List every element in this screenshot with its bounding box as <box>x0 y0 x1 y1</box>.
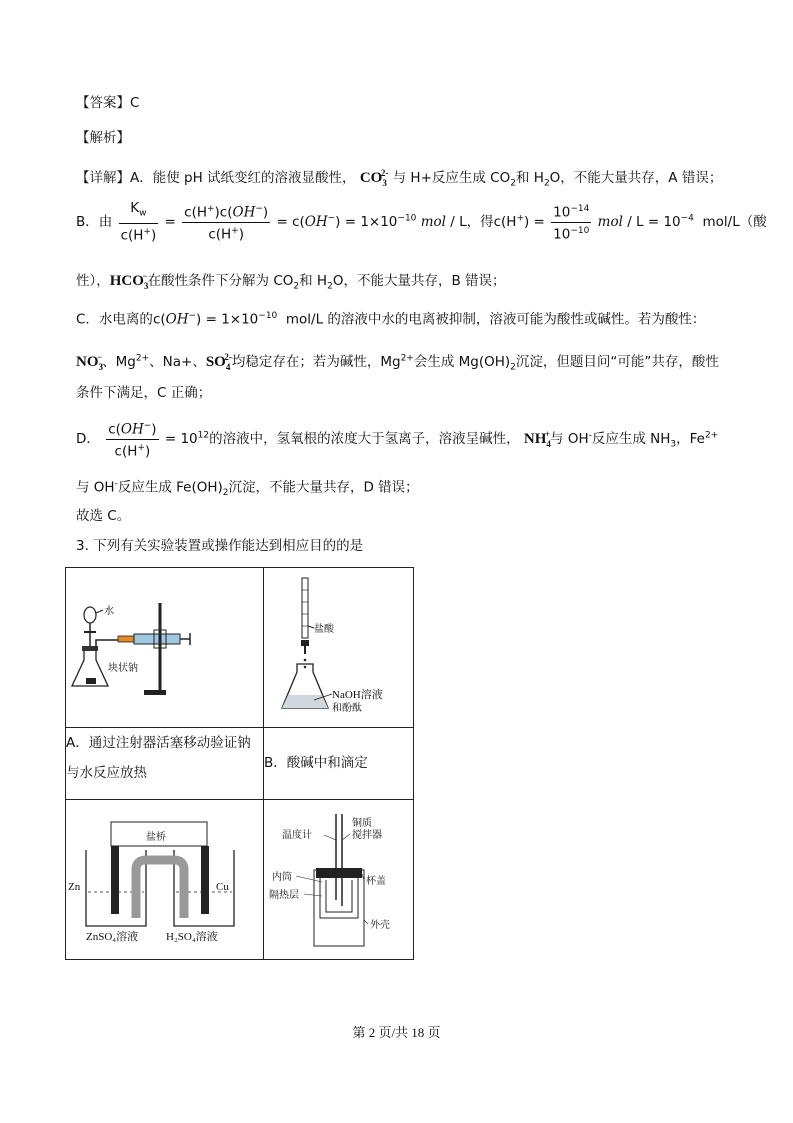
base-label: NaOH溶液 <box>332 689 383 701</box>
bridge-label: 盐桥 <box>146 832 166 843</box>
galvanic-cell-apparatus <box>66 800 263 955</box>
analysis-label: 【解析】 <box>76 130 130 146</box>
sulfate-ion: $SO_4^{2-}$ <box>205 352 232 372</box>
lid-label: 杯盖 <box>366 876 386 887</box>
detail-d-l2b: 反应生成 Fe(OH) <box>117 479 223 496</box>
detail-c-prefix: C．水电离的 <box>76 311 153 328</box>
detail-a-text2: 与 H+反应生成 CO <box>392 170 511 186</box>
zn-label: Zn <box>68 881 81 893</box>
page-footer: 第 2 页/共 18 页 <box>352 1025 441 1040</box>
detail-c-l2e: 沉淀，但题目问“可能”共存，酸性 <box>515 354 719 370</box>
sodium-water-apparatus <box>66 568 263 723</box>
figure-c-cell <box>66 800 264 960</box>
detail-d-l2c: 沉淀，不能大量共存，D 错误； <box>228 479 419 496</box>
nitrate-ion: $NO_3^-$ <box>76 352 103 372</box>
detail-b-prefix: B．由 <box>76 214 113 231</box>
detail-b-l2b: 在酸性条件下分解为 CO <box>147 273 294 289</box>
figure-d-cell <box>264 800 414 960</box>
stir1-label: 铜质 <box>352 818 372 829</box>
figure-a-cell <box>66 568 264 728</box>
detail-label: 【详解】 <box>76 170 130 186</box>
detail-b-mid: ，得 <box>466 214 494 231</box>
detail-b-unit: mol/L（酸 <box>702 214 767 231</box>
answer-value: C <box>130 95 140 111</box>
titration-apparatus <box>264 568 413 723</box>
detail-d-text1: 的溶液中，氢氧根的浓度大于氢离子，溶液呈碱性， <box>209 431 520 447</box>
detail-c-line2: $NO_3^-$、$Mg^{2+}$、Na+、$SO_4^{2-}$均稳定存在；若为碱性，$Mg^{2+}$会生成 $Mg(OH)_2$沉淀，但题目问“可能”共存，酸性 <box>76 352 719 373</box>
detail-b-l2c: 和 H <box>299 273 328 289</box>
detail-b-l2d: O，不能大量共存，B 错误； <box>332 273 506 289</box>
detail-d-text2: 与 OH <box>550 431 589 447</box>
indicator-label: 和酚酞 <box>332 703 362 714</box>
detail-c-l2a: 、Mg <box>102 354 136 370</box>
acid-label: 盐酸 <box>314 624 334 635</box>
ammonium-ion: $NH_4^+$ <box>523 429 551 449</box>
detail-d-line2: 与 OH-反应生成 $Fe(OH)_2$沉淀，不能大量共存，D 错误； <box>76 479 419 499</box>
question-stem: 3. 下列有关实验装置或操作能达到相应目的的是 <box>76 538 364 554</box>
kw-fraction: $\frac{K_w}{c(H^+)}$ <box>120 200 157 244</box>
h-fraction: $\frac{10^{-14}}{10^{-10}}$ <box>551 201 591 243</box>
detail-c: C．水电离的$c(OH^-) = 1\times 10^{-10}$ mol/L 的溶液中水的电离被抑制，溶液可能为酸性或碱性。若为酸性： <box>76 311 706 328</box>
sol2-label: H₂SO₄溶液 <box>166 931 218 943</box>
option-b-text: B．酸碱中和滴定 <box>264 755 368 771</box>
stir2-label: 搅拌器 <box>352 830 382 841</box>
option-a <box>66 728 264 800</box>
sodium-label: 块状钠 <box>108 663 138 674</box>
detail-a-text4: O，不能大量共存，A 错误； <box>549 170 723 186</box>
detail-b-l2a: 性）， <box>76 273 110 289</box>
detail-a-text3: 和 H <box>515 170 544 186</box>
option-b <box>264 728 414 800</box>
detail-a-text: A．能使 pH 试纸变红的溶液显酸性， <box>130 170 356 186</box>
detail-c-l2d: 会生成 Mg(OH) <box>413 354 511 370</box>
cup-label: 内筒 <box>272 872 292 883</box>
carbonate-ion: $CO_3^{2-}$ <box>359 168 389 188</box>
shell-label: 外壳 <box>370 920 390 931</box>
detail-b: B．由 $\frac{K_w}{c(H^+)}$ = $\frac{c(H^+)c(OH^-)}{c(H^+)}$ = $c(OH^-) = 1\times 10^{-10}$ mol / L，得c(H+) = $\frac{10^{-14}}{10^{-10}}$ mol / $L = 10^{-4}$ mol/L（酸 <box>76 200 767 244</box>
detail-c-l2c: 均稳定存在；若为碱性，Mg <box>231 354 401 370</box>
cu-label: Cu <box>216 881 229 893</box>
option-a-text: A．通过注射器活塞移动验证钠与水反应放热 <box>66 735 251 781</box>
sol1-label: ZnSO₄溶液 <box>86 931 139 943</box>
detail-c-line3: 条件下满足，C 正确； <box>76 385 212 401</box>
calorimeter-apparatus <box>264 800 413 955</box>
conclusion: 故选 C。 <box>76 508 131 524</box>
insul-label: 隔热层 <box>269 890 299 901</box>
figure-b-cell <box>264 568 414 728</box>
options-table <box>65 567 414 960</box>
bicarbonate-ion: $HCO_3^-$ <box>109 271 149 291</box>
detail-d-l2a: 与 OH <box>76 479 115 496</box>
detail-a: 【详解】A．能使 pH 试纸变红的溶液显酸性， $CO_3^{2-}$ 与 H+反应生成 $CO_2$和 $H_2O$，不能大量共存，A 错误； <box>76 168 723 189</box>
detail-d-text4: ，Fe <box>676 431 705 447</box>
water-label: 水 <box>104 606 114 617</box>
answer-label: 【答案】 <box>76 95 130 111</box>
detail-d: D． $\frac{c(OH^-)}{c(H^+)}$ = $10^{12}$的溶液中，氢氧根的浓度大于氢离子，溶液呈碱性， $NH_4^+$与 OH-反应生成 $NH_3$，$Fe^{2+}$ <box>76 418 718 460</box>
detail-c-unit: mol/L 的溶液中水的电离被抑制，溶液可能为酸性或碱性。若为酸性： <box>285 311 706 328</box>
detail-d-text3: 反应生成 NH <box>591 431 671 447</box>
ion-product-fraction: $\frac{c(H^+)c(OH^-)}{c(H^+)}$ <box>182 201 270 243</box>
oh-h-ratio: $\frac{c(OH^-)}{c(H^+)}$ <box>106 418 158 460</box>
detail-d-prefix: D． <box>76 431 100 447</box>
answer-line <box>76 93 139 113</box>
detail-b-line2: 性），$HCO_3^-$在酸性条件下分解为 $CO_2$和 $H_2O$，不能大量共存，B 错误； <box>76 271 506 292</box>
thermo-label: 温度计 <box>282 830 312 841</box>
detail-c-l2b: 、Na+、 <box>149 354 206 370</box>
